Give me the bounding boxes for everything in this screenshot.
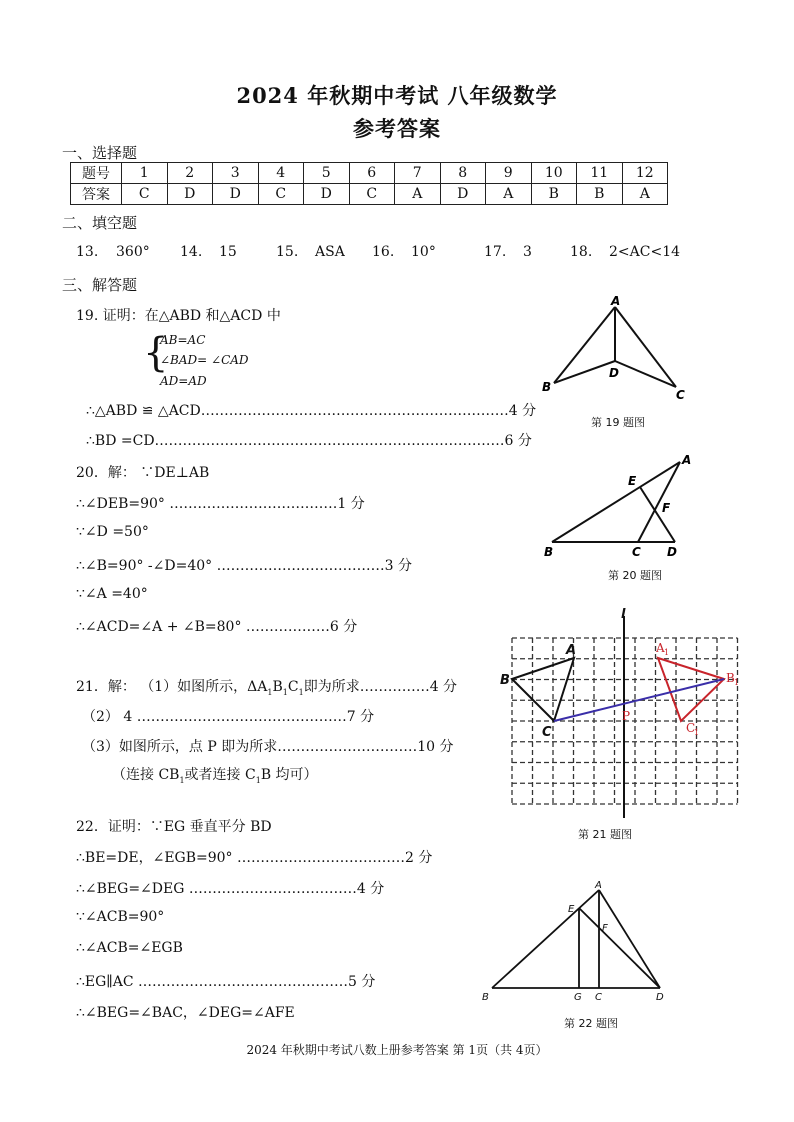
label-a1-subscript: 1 [664,648,670,657]
table-row [71,184,668,205]
table-cell: 10 [531,163,577,184]
table-cell: C [349,184,395,205]
label-d: D [656,992,664,1003]
page-title: 2024 年秋期中考试 八年级数学 [236,83,558,108]
q19-figure [530,295,700,405]
page-footer: 2024 年秋期中考试八数上册参考答案 第 1页（共 4页） [246,1043,548,1057]
subscript: 1 [267,687,273,697]
label-p: P [622,709,631,723]
label-b1-subscript: 1 [734,678,740,687]
q20-figure [530,450,710,562]
label-b: B [542,380,552,394]
table-cell: A [622,184,668,205]
table-cell: 3 [213,163,259,184]
q19-intro: 19. 证明：在△ABD 和△ACD 中 [76,308,281,324]
q19-step-2: ∴BD =CD…………………………………………………………………6 分 [86,433,532,449]
q21-text-c: C [287,679,299,695]
label-a: A [566,643,577,658]
table-cell: C [258,184,304,205]
table-cell: A [395,184,441,205]
fill-item-answer: 360° [116,244,150,260]
system-brace: { [143,330,169,376]
q22-step-4: ∵∠ACB=90° [76,909,165,925]
table-cell: 4 [258,163,304,184]
label-f: F [662,501,671,515]
fill-item-number: 18. [570,244,593,260]
table-cell: 题号 [71,163,122,184]
table-cell: D [213,184,259,205]
q22-step-2: ∴BE=DE，∠EGB=90° ………………………………2 分 [76,850,433,866]
table-cell: D [167,184,213,205]
table-row [71,163,668,184]
table-cell: 12 [622,163,668,184]
q21-caption: 第 21 题图 [578,828,632,841]
q21-note-c: B 均可） [260,767,318,783]
q21-step-4 [112,764,318,785]
fill-item-answer: ASA [315,244,345,260]
label-b: B [482,992,489,1003]
label-b: B [544,545,554,559]
label-b: B [500,673,510,688]
q21-note-b: 或者连接 C [184,767,256,783]
table-cell: B [577,184,623,205]
q20-step-6: ∴∠ACD=∠A + ∠B=80° ………………6 分 [76,619,358,635]
q20-step-3: ∵∠D =50° [76,524,149,540]
q20-step-2: ∴∠DEB=90° ………………………………1 分 [76,496,365,512]
q22-figure [478,878,678,1008]
q20-caption: 第 20 题图 [608,569,662,582]
label-d: D [609,366,619,380]
label-c: C [595,992,602,1003]
q22-step-3: ∴∠BEG=∠DEG ………………………………4 分 [76,881,385,897]
q21-step-1 [76,676,457,697]
table-cell: 9 [486,163,532,184]
label-a: A [595,880,602,891]
q21-note-a: （连接 CB [112,767,180,783]
label-e: E [568,904,575,915]
q19-condition-2: ∠BAD= ∠CAD [160,353,249,367]
subscript: 1 [179,775,185,785]
label-c1: C [686,721,696,735]
label-c: C [632,545,641,559]
q22-step-1: 22．证明：∵EG 垂直平分 BD [76,819,272,835]
q21-text-a: 21．解： （1）如图所示，ΔA [76,679,268,695]
table-cell: 5 [304,163,350,184]
fill-item-answer: 10° [411,244,436,260]
label-d: D [667,545,677,559]
q19-caption: 第 19 题图 [591,416,645,429]
q19-condition-3: AD=AD [160,374,207,388]
table-cell: 7 [395,163,441,184]
label-f: F [602,923,608,934]
q20-step-4: ∴∠B=90° -∠D=40° ………………………………3 分 [76,558,412,574]
q22-step-7: ∴∠BEG=∠BAC，∠DEG=∠AFE [76,1005,295,1021]
label-c1-subscript: 1 [694,728,700,737]
q20-step-1: 20．解： ∵DE⊥AB [76,465,210,481]
q20-step-5: ∵∠A =40° [76,586,148,602]
fill-item-number: 15. [276,244,299,260]
label-a: A [682,453,692,467]
subscript: 1 [282,687,288,697]
q21-step-3: （3）如图所示，点 P 即为所求…………………………10 分 [82,739,454,755]
section-solve-heading: 三、解答题 [62,276,138,294]
label-c: C [542,725,552,740]
label-b1: B [726,671,735,685]
fill-item-number: 14. [180,244,203,260]
q19-condition-1: AB=AC [160,333,206,347]
fill-item-number: 13. [76,244,99,260]
q21-step-2: （2） 4 ………………………………………7 分 [82,709,375,725]
table-cell: 8 [440,163,486,184]
section-choice-heading: 一、选择题 [62,144,138,162]
table-cell: 11 [577,163,623,184]
table-cell: 答案 [71,184,122,205]
q21-text-d: 即为所求……………4 分 [303,679,458,695]
table-cell: 1 [122,163,168,184]
table-cell: D [304,184,350,205]
fill-item-answer: 2<AC<14 [609,244,681,260]
label-a1: A [656,641,665,655]
subscript: 1 [298,687,304,697]
fill-item-answer: 15 [219,244,237,260]
q22-step-5: ∴∠ACB=∠EGB [76,940,183,956]
table-cell: B [531,184,577,205]
fill-item-number: 16. [372,244,395,260]
page-subtitle: 参考答案 [353,116,441,141]
q21-text-b: B [272,679,283,695]
q19-step-1: ∴△ABD ≌ △ACD…………………………………………………………4 分 [86,403,537,419]
table-cell: C [122,184,168,205]
table-cell: A [486,184,532,205]
label-a: A [611,295,621,308]
table-cell: 2 [167,163,213,184]
fill-item-answer: 3 [523,244,532,260]
label-c: C [676,388,685,402]
answer-table [70,162,668,205]
table-cell: D [440,184,486,205]
label-l: l [621,608,626,622]
q22-step-6: ∴EG∥AC ………………………………………5 分 [76,974,376,990]
table-cell: 6 [349,163,395,184]
label-g: G [574,992,582,1003]
q21-figure [498,608,748,818]
label-e: E [628,474,637,488]
subscript: 1 [255,775,261,785]
section-fill-heading: 二、填空题 [62,214,138,232]
fill-item-number: 17. [484,244,507,260]
q22-caption: 第 22 题图 [564,1017,618,1030]
